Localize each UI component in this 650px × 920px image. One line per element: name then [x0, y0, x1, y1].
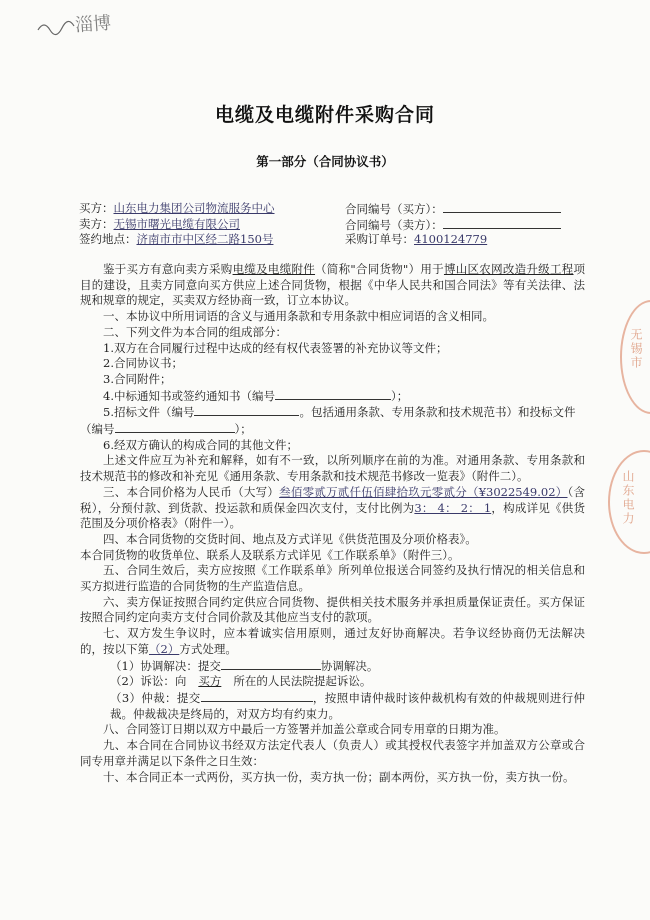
arbitration-blank	[201, 690, 313, 702]
seller-name: 无锡市曙光电缆有限公司	[113, 216, 240, 231]
page-subtitle: 第一部分（合同协议书）	[256, 154, 394, 169]
clause-2-item-3: 3.合同附件；	[103, 371, 172, 386]
payment-ratio: 3： 4： 2： 1	[414, 500, 492, 515]
contract-no-buyer-blank	[443, 201, 561, 213]
court-party: 买方	[198, 674, 222, 689]
intro-paragraph: 鉴于买方有意向卖方采购电缆及电缆附件（简称"合同货物"）用于博山区农网改造升级工程项目的建设，且卖方同意向买方供应上述合同货物，根据《中华人民共和国合同法》等有关法律、法规和规章的规定，买卖双方经协商一致，订立本协议。	[80, 262, 586, 308]
seal-text-buyer: 山东电力	[621, 470, 635, 526]
clause-1: 一、本协议中所用词语的含义与通用条款和专用条款中相应词语的含义相同。	[103, 309, 494, 324]
tender-no-blank	[194, 404, 299, 416]
clause-6: 六、卖方保证按照合同约定供应合同货物、提供相关技术服务并承担质量保证责任。买方保证按照合同约定向卖方支付合同价款及其他应当支付的款项。	[80, 594, 585, 625]
price-in-figures: （¥3022549.02）	[466, 484, 568, 499]
clause-2-item-1: 1.双方在合同履行过程中达成的经有权代表签署的补充协议等文件；	[103, 340, 448, 355]
seller-label: 卖方：	[79, 216, 114, 231]
contract-ids	[345, 201, 585, 248]
clause-2-item-4: 4.中标通知书或签约通知书（编号 ）；	[103, 388, 409, 403]
goods-name: 电缆及电缆附件	[232, 262, 316, 276]
clause-7-option-1: （1）协调解决：提交 协调解决。	[110, 658, 379, 673]
buyer-name: 山东电力集团公司物流服务中心	[113, 201, 275, 215]
handwritten-mark	[36, 18, 76, 38]
mediation-blank	[221, 658, 321, 670]
clause-2-item-5: 5.招标文件（编号 。包括通用条款、专用条款和技术规范书）和投标文件	[103, 405, 576, 420]
clause-2-item-6: 6.经双方确认的构成合同的其他文件；	[103, 437, 298, 452]
place-label: 签约地点：	[79, 232, 137, 246]
project-name: 博山区农网改造升级工程	[443, 262, 574, 276]
clause-7-option-3: （3）仲裁：提交 ，按照申请仲裁时该仲裁机构有效的仲裁规则进行仲裁。仲裁裁决是终局的，对双方均有约束力。	[110, 690, 585, 721]
clause-8: 八、合同签订日期以双方中最后一方签署并加盖公章或合同专用章的日期为准。	[103, 722, 506, 737]
contract-body	[80, 262, 585, 785]
clause-4: 四、本合同货物的交货时间、地点及方式详见《供货范围及分项价格表》。	[103, 531, 477, 546]
buyer-label: 买方：	[79, 201, 114, 215]
bid-no-blank	[115, 421, 235, 433]
clause-10: 十、本合同正本一式两份，买方执一份，卖方执一份；副本两份，买方执一份，卖方执一份。	[103, 769, 575, 784]
page-title: 电缆及电缆附件采购合同	[214, 104, 435, 126]
clause-7: 七、双方发生争议时，应本着诚实信用原则，通过友好协商解决。若争议经协商仍无法解决的，按以下第（2）方式处理。	[80, 626, 585, 656]
party-info	[79, 201, 319, 248]
clause-7-option-2: （2）诉讼：向 买方 所在的人民法院提起诉讼。	[110, 674, 372, 689]
order-no: 4100124779	[414, 232, 488, 246]
clause-5: 五、合同生效后，卖方应按照《工作联系单》所列单位报送合同签约及执行情况的相关信息和买方拟进行监造的合同货物的生产监造信息。	[80, 563, 585, 594]
seal-text-seller: 无锡市	[629, 328, 643, 370]
handwritten-note: 淄博	[74, 12, 112, 37]
clause-2-item-2: 2.合同协议书；	[103, 356, 183, 371]
contract-no-seller-blank	[443, 217, 561, 229]
dispute-method-choice: （2）	[149, 641, 180, 656]
clause-3: 三、本合同价格为人民币（大写）叁佰零贰万贰仟伍佰肆拾玖元零贰分（¥3022549.02）（含税），分预付款、到货款、投运款和质保金四次支付，支付比例为3： 4： 2： 1，构成详见《供货范围及分项价格表》（附件一）。	[80, 484, 586, 531]
seal-stamp	[598, 300, 648, 530]
clause-9: 九、本合同在合同协议书经双方法定代表人（负责人）或其授权代表签字并加盖双方公章或合同专用章并满足以下条件之日生效：	[80, 738, 585, 768]
clause-2-note: 上述文件应互为补充和解释，如有不一致，以所列顺序在前的为准。对通用条款、专用条款和技术规范书的修改和补充见《通用条款、专用条款和技术规范书修改一览表》（附件二）。	[80, 453, 585, 484]
signing-place: 济南市市中区经二路150号	[136, 232, 274, 246]
notice-no-blank	[275, 388, 391, 400]
order-no-label: 采购订单号：	[345, 232, 414, 246]
contract-no-buyer-label: 合同编号（买方）：	[345, 202, 443, 216]
clause-2-item-5-cont: （编号 ）；	[80, 422, 252, 437]
clause-2: 二、下列文件为本合同的组成部分：	[103, 324, 287, 339]
contract-no-seller-label: 合同编号（卖方）：	[345, 217, 443, 232]
price-in-words: 叁佰零贰万贰仟伍佰肆拾玖元零贰分	[279, 484, 467, 499]
clause-4-cont: 本合同货物的收货单位、联系人及联系方式详见《工作联系单》（附件三）。	[80, 547, 460, 562]
